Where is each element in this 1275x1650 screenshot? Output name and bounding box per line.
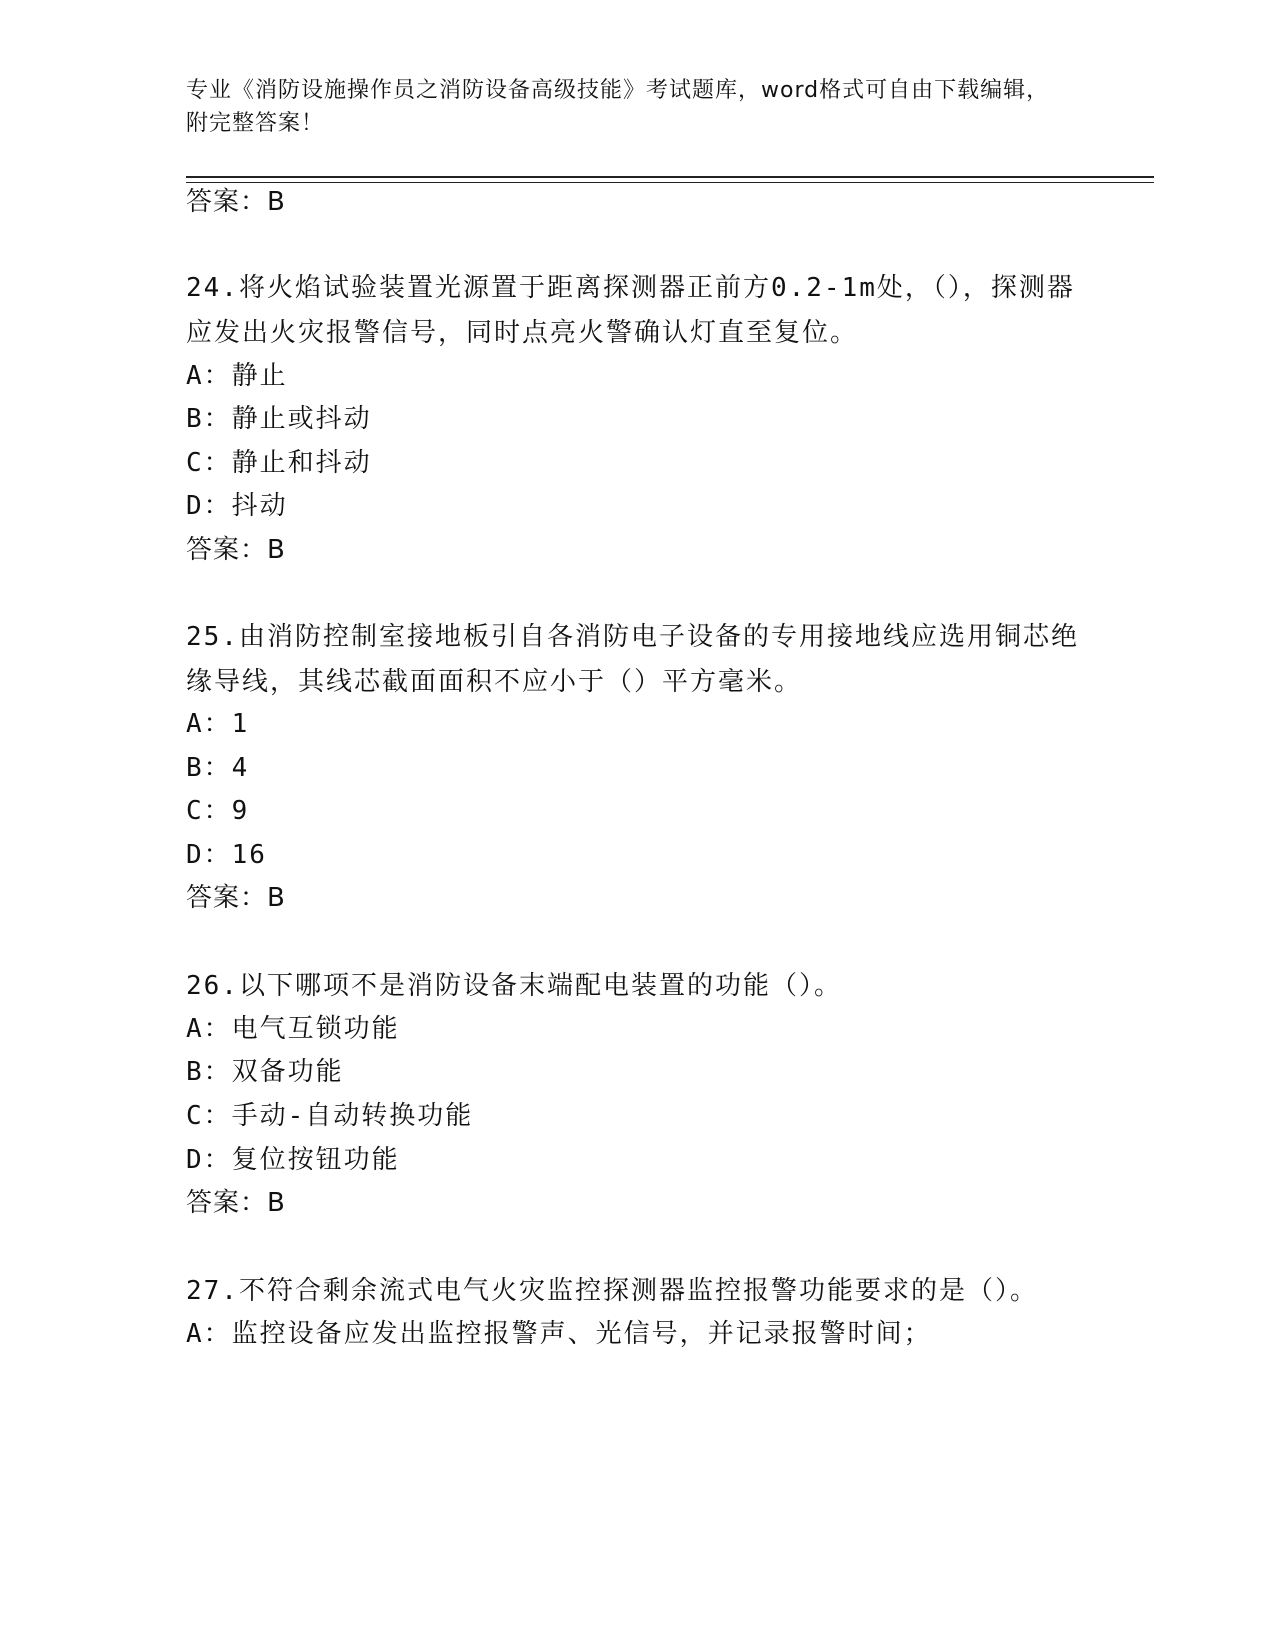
question-27-option-a: A：监控设备应发出监控报警声、光信号，并记录报警时间； [186,1319,932,1349]
question-24-option-c: C：静止和抖动 [186,448,372,478]
question-26-answer: 答案：B [186,1188,286,1218]
question-25-option-a: A：1 [186,709,250,739]
question-26-option-a: A：电气互锁功能 [186,1014,400,1044]
question-25-answer: 答案：B [186,883,286,913]
question-26-option-b: B：双备功能 [186,1057,344,1087]
answer-line: 答案：B [186,187,286,217]
question-24-answer: 答案：B [186,535,286,565]
question-24-option-b: B：静止或抖动 [186,404,372,434]
question-25-option-c: C：9 [186,796,250,826]
question-24-text: 24.将火焰试验装置光源置于距离探测器正前方0.2-1m处，（），探测器应发出火灾报警信号，同时点亮火警确认灯直至复位。 [186,273,1075,348]
header-rule-thin [186,182,1154,183]
question-25-option-b: B：4 [186,753,250,783]
question-25-option-d: D：16 [186,840,267,870]
question-26-option-c: C：手动-自动转换功能 [186,1101,474,1131]
question-26-text: 26.以下哪项不是消防设备末端配电装置的功能（）。 [186,971,842,1001]
question-27-text: 27.不符合剩余流式电气火灾监控探测器监控报警功能要求的是（）。 [186,1276,1038,1306]
header-rule-thick [186,176,1154,178]
question-24-option-d: D：抖动 [186,491,288,521]
question-24-option-a: A：静止 [186,361,288,391]
question-26-option-d: D：复位按钮功能 [186,1145,400,1175]
document-header: 专业《消防设施操作员之消防设备高级技能》考试题库，word格式可自由下载编辑，附完整答案！ [186,78,1050,136]
question-25-text: 25.由消防控制室接地板引自各消防电子设备的专用接地线应选用铜芯绝缘导线，其线芯截面面积不应小于（）平方毫米。 [186,622,1079,697]
